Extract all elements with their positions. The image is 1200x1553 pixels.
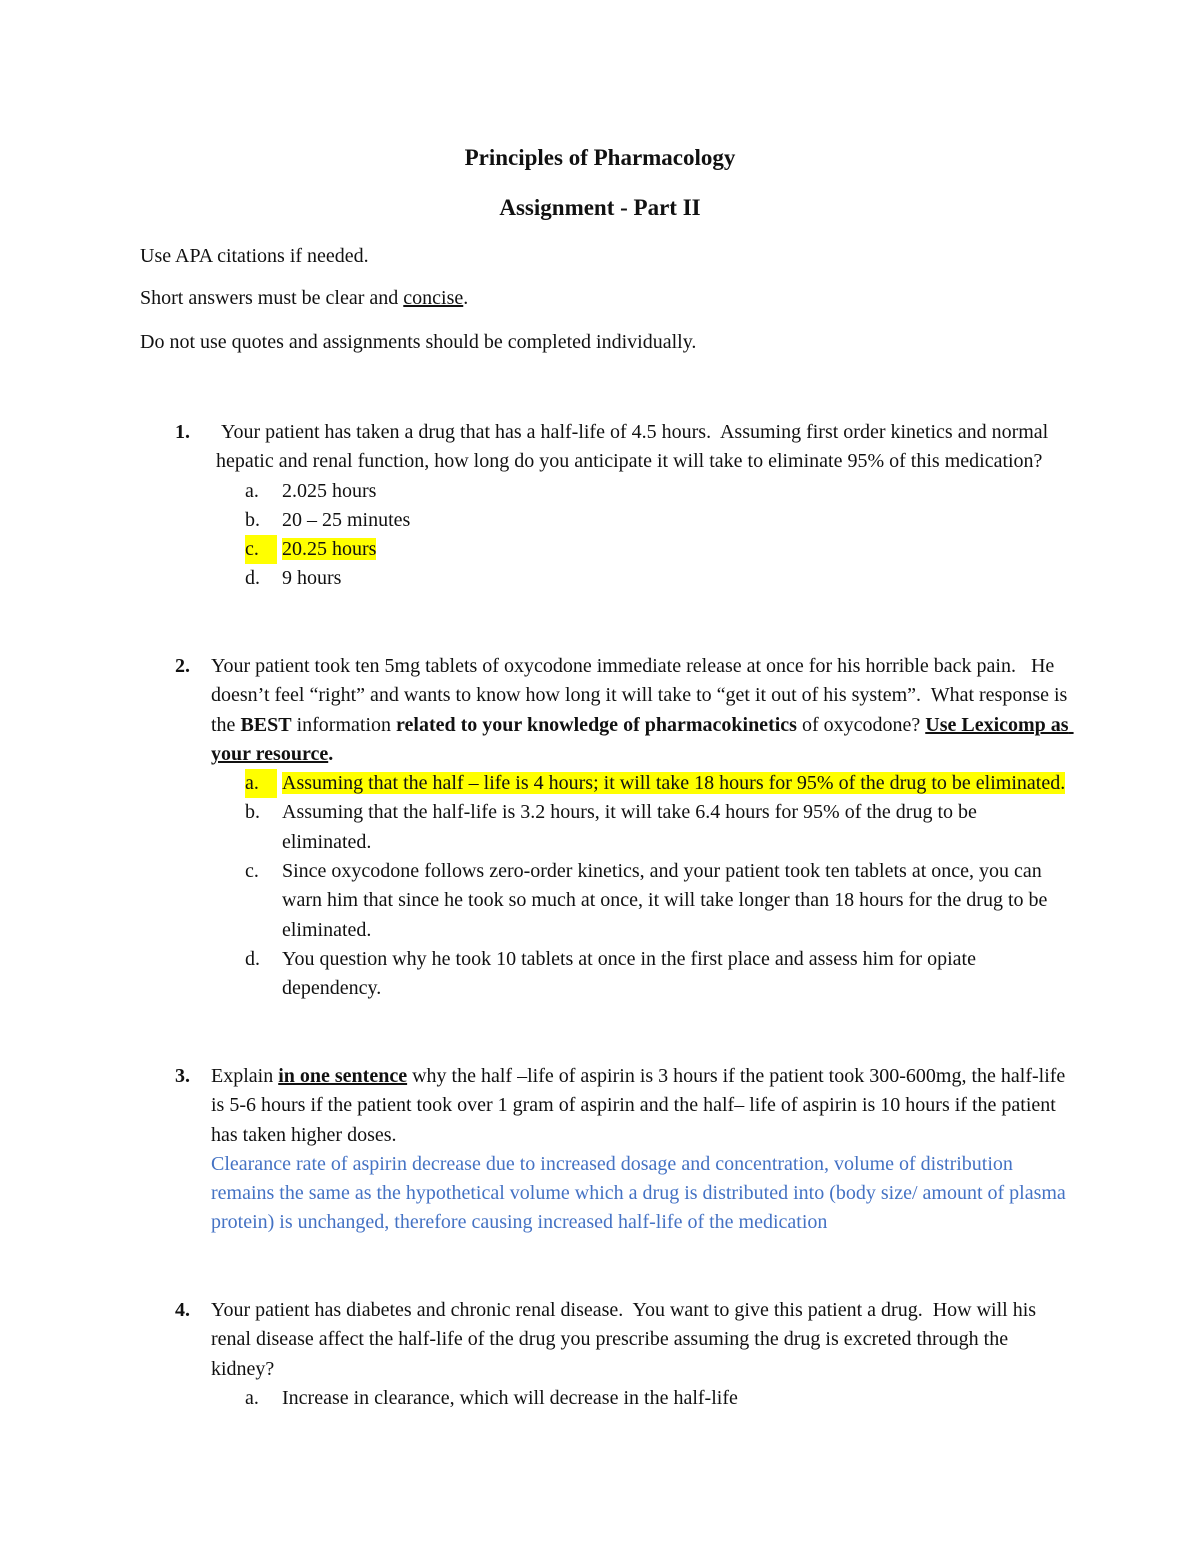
instruction-concise-post: . — [463, 287, 469, 309]
instruction-apa: Use APA citations if needed. — [140, 245, 369, 267]
option-text: 20 – 25 minutes — [282, 508, 411, 531]
stem-text: of oxycodone? — [796, 713, 926, 736]
question-body — [211, 1296, 1071, 1413]
option-a — [210, 477, 1071, 506]
question-number: 3. — [175, 1065, 190, 1087]
option-letter: c. — [245, 535, 277, 564]
stem-period: . — [328, 742, 334, 765]
option-d — [210, 564, 1071, 593]
option-letter: d. — [245, 567, 260, 590]
option-letter: a. — [245, 479, 259, 502]
option-text: 9 hours — [282, 567, 342, 590]
option-text: Assuming that the half – life is 4 hours; it will take 18 hours for 95% of the drug to be eliminated. — [282, 772, 1066, 795]
option-list — [211, 769, 1071, 1003]
question-stem — [211, 652, 1074, 769]
question-stem: Your patient has taken a drug that has a half-life of 4.5 hours. Assuming first order kinetics and normal hepatic and renal function, how long do you anticipate it will take to eliminate 95% of this medication? — [216, 421, 1054, 473]
question-stem: Your patient has diabetes and chronic renal disease. You want to give this patient a drug. How will his renal disease affect the half-life of the drug you prescribe assuming the drug is excreted through the kidney? — [211, 1299, 1042, 1380]
option-b — [210, 798, 1071, 857]
option-letter: d. — [245, 947, 260, 970]
question-stem — [211, 1062, 1071, 1150]
stem-text: Explain — [211, 1065, 279, 1087]
option-letter: a. — [245, 769, 277, 798]
stem-best: BEST — [240, 713, 292, 736]
option-text: Assuming that the half-life is 3.2 hours, it will take 6.4 hours for 95% of the drug to be eliminated. — [282, 801, 977, 853]
option-b — [210, 506, 1071, 535]
option-letter: b. — [245, 801, 260, 824]
stem-resource: Use Lexicomp as your resource — [211, 713, 1074, 765]
instruction-concise-underlined: concise — [403, 287, 464, 309]
student-answer: Clearance rate of aspirin decrease due to increased dosage and concentration, volume of distribution remains the same as the hypothetical volume which a drug is distributed into (body size/ amount of plasma protein) is unchanged, therefore causing increased half-life of the medication — [211, 1152, 1066, 1234]
document-title: Principles of Pharmacology — [464, 145, 736, 170]
instruction-concise-pre: Short answers must be clear and — [140, 287, 404, 309]
option-text: Increase in clearance, which will decrease in the half-life — [282, 1386, 738, 1409]
option-letter: b. — [245, 508, 260, 531]
stem-text: Your patient took ten 5mg tablets of oxycodone immediate release at once for his horrible back pain. He doesn’t feel “right” and wants to know how long it will take to “get it out of his system”. What response is the — [211, 655, 1073, 736]
option-list — [211, 477, 1071, 594]
option-letter: c. — [245, 860, 259, 883]
option-text: You question why he took 10 tablets at once in the first place and assess him for opiate dependency. — [282, 947, 976, 1000]
question-number: 4. — [175, 1299, 190, 1321]
option-text: 2.025 hours — [282, 479, 377, 502]
option-text: 20.25 hours — [282, 538, 377, 561]
stem-text: information — [291, 713, 397, 736]
question-number: 2. — [175, 655, 190, 677]
question-body — [211, 1062, 1071, 1238]
question-body — [211, 652, 1074, 1004]
instruction-concise — [140, 286, 468, 310]
question-number: 1. — [175, 421, 190, 443]
option-c — [210, 857, 1071, 945]
option-letter: a. — [245, 1386, 259, 1409]
option-d — [210, 945, 1071, 1004]
option-c-highlighted — [210, 535, 1071, 564]
stem-emphasis: related to your knowledge of pharmacokinetics — [396, 713, 797, 736]
instruction-no-quotes: Do not use quotes and assignments should be completed individually. — [140, 331, 697, 353]
document-subtitle: Assignment - Part II — [499, 195, 701, 220]
stem-text: why the half –life of aspirin is 3 hours if the patient took 300-600mg, the half-life is 5-6 hours if the patient took over 1 gram of aspirin and the half– life of aspirin is 10 hours if the patient has taken higher doses. — [211, 1065, 1066, 1146]
option-a — [210, 1384, 1071, 1413]
option-list — [211, 1384, 1071, 1413]
option-a-highlighted — [210, 769, 1071, 798]
stem-emphasis: in one sentence — [278, 1065, 408, 1087]
option-text: Since oxycodone follows zero-order kinetics, and your patient took ten tablets at once, you can warn him that since he took so much at once, it will take longer than 18 hours for the drug to be eliminated. — [282, 860, 1048, 941]
question-body — [211, 418, 1071, 594]
